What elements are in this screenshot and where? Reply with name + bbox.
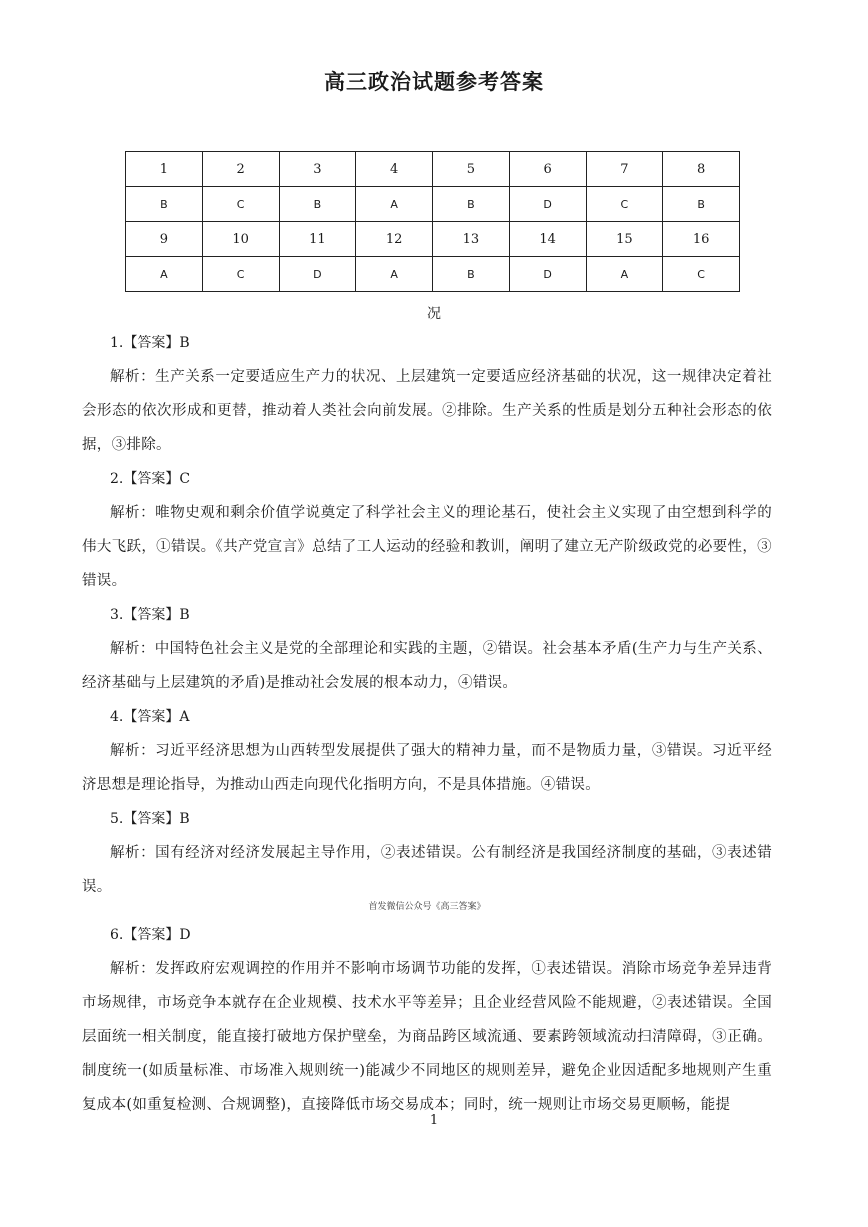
answer-cell: C bbox=[202, 187, 279, 222]
answer-row bbox=[126, 187, 740, 222]
answer-line-6: 6.【答案】D bbox=[110, 927, 191, 943]
explanation-6: 解析：发挥政府宏观调控的作用并不影响市场调节功能的发挥，①表述错误。消除市场竞争差异违背市场规律，市场竞争本就存在企业规模、技术水平等差异；且企业经营风险不能规避，②表述错误。全国层面统一相关制度，能直接打破地方保护壁垒，为商品跨区域流通、要素跨领域流动扫清障碍，③正确。制度统一(如质量标准、市场准入规则统一)能减少不同地区的规则差异，避免企业因适配多地规则产生重复成本(如重复检测、合规调整)，直接降低市场交易成本；同时，统一规则让市场交易更顺畅，能提 bbox=[82, 961, 772, 1113]
answer-cell: B bbox=[433, 187, 510, 222]
answer-cell: D bbox=[509, 187, 586, 222]
answer-cell: C bbox=[586, 187, 663, 222]
question-number-cell: 16 bbox=[663, 222, 740, 257]
page-number: 1 bbox=[429, 1113, 439, 1128]
answer-line-4: 4.【答案】A bbox=[110, 709, 190, 725]
stray-character: 况 bbox=[427, 306, 441, 322]
answer-cell: A bbox=[356, 257, 433, 292]
question-number-cell: 13 bbox=[433, 222, 510, 257]
question-number-cell: 3 bbox=[279, 152, 356, 187]
answer-cell: D bbox=[279, 257, 356, 292]
question-number-cell: 6 bbox=[509, 152, 586, 187]
answer-cell: B bbox=[663, 187, 740, 222]
page-title: 高三政治试题参考答案 bbox=[324, 70, 544, 94]
explanation-5: 解析：国有经济对经济发展起主导作用，②表述错误。公有制经济是我国经济制度的基础，③表述错误。 bbox=[82, 845, 772, 895]
answer-cell: C bbox=[663, 257, 740, 292]
answer-cell: A bbox=[586, 257, 663, 292]
question-number-cell: 10 bbox=[202, 222, 279, 257]
answer-cell: A bbox=[126, 257, 203, 292]
question-number-cell: 11 bbox=[279, 222, 356, 257]
question-number-cell: 2 bbox=[202, 152, 279, 187]
answer-row bbox=[126, 257, 740, 292]
answer-cell: B bbox=[279, 187, 356, 222]
explanation-4: 解析：习近平经济思想为山西转型发展提供了强大的精神力量，而不是物质力量，③错误。习近平经济思想是理论指导，为推动山西走向现代化指明方向，不是具体措施。④错误。 bbox=[82, 743, 772, 793]
question-number-row bbox=[126, 152, 740, 187]
question-number-cell: 7 bbox=[586, 152, 663, 187]
question-number-cell: 5 bbox=[433, 152, 510, 187]
question-number-cell: 4 bbox=[356, 152, 433, 187]
answer-table bbox=[125, 151, 740, 292]
answer-line-5: 5.【答案】B bbox=[110, 811, 190, 827]
answer-line-2: 2.【答案】C bbox=[110, 471, 191, 487]
question-number-row bbox=[126, 222, 740, 257]
answer-cell: B bbox=[126, 187, 203, 222]
explanation-3: 解析：中国特色社会主义是党的全部理论和实践的主题，②错误。社会基本矛盾(生产力与生产关系、经济基础与上层建筑的矛盾)是推动社会发展的根本动力，④错误。 bbox=[82, 641, 772, 691]
answer-cell: B bbox=[433, 257, 510, 292]
answer-cell: D bbox=[509, 257, 586, 292]
answer-explanations bbox=[82, 326, 772, 1122]
question-number-cell: 15 bbox=[586, 222, 663, 257]
question-number-cell: 9 bbox=[126, 222, 203, 257]
watermark: 首发微信公众号《高三答案》 bbox=[368, 902, 486, 912]
answer-cell: C bbox=[202, 257, 279, 292]
answer-line-3: 3.【答案】B bbox=[110, 607, 190, 623]
question-number-cell: 14 bbox=[509, 222, 586, 257]
question-number-cell: 8 bbox=[663, 152, 740, 187]
explanation-1: 解析：生产关系一定要适应生产力的状况、上层建筑一定要适应经济基础的状况，这一规律决定着社会形态的依次形成和更替，推动着人类社会向前发展。②排除。生产关系的性质是划分五种社会形态的依据，③排除。 bbox=[82, 369, 772, 453]
answer-line-1: 1.【答案】B bbox=[110, 335, 190, 351]
answer-cell: A bbox=[356, 187, 433, 222]
explanation-2: 解析：唯物史观和剩余价值学说奠定了科学社会主义的理论基石，使社会主义实现了由空想到科学的伟大飞跃，①错误。《共产党宣言》总结了工人运动的经验和教训，阐明了建立无产阶级政党的必要性，③错误。 bbox=[82, 505, 772, 589]
question-number-cell: 12 bbox=[356, 222, 433, 257]
question-number-cell: 1 bbox=[126, 152, 203, 187]
